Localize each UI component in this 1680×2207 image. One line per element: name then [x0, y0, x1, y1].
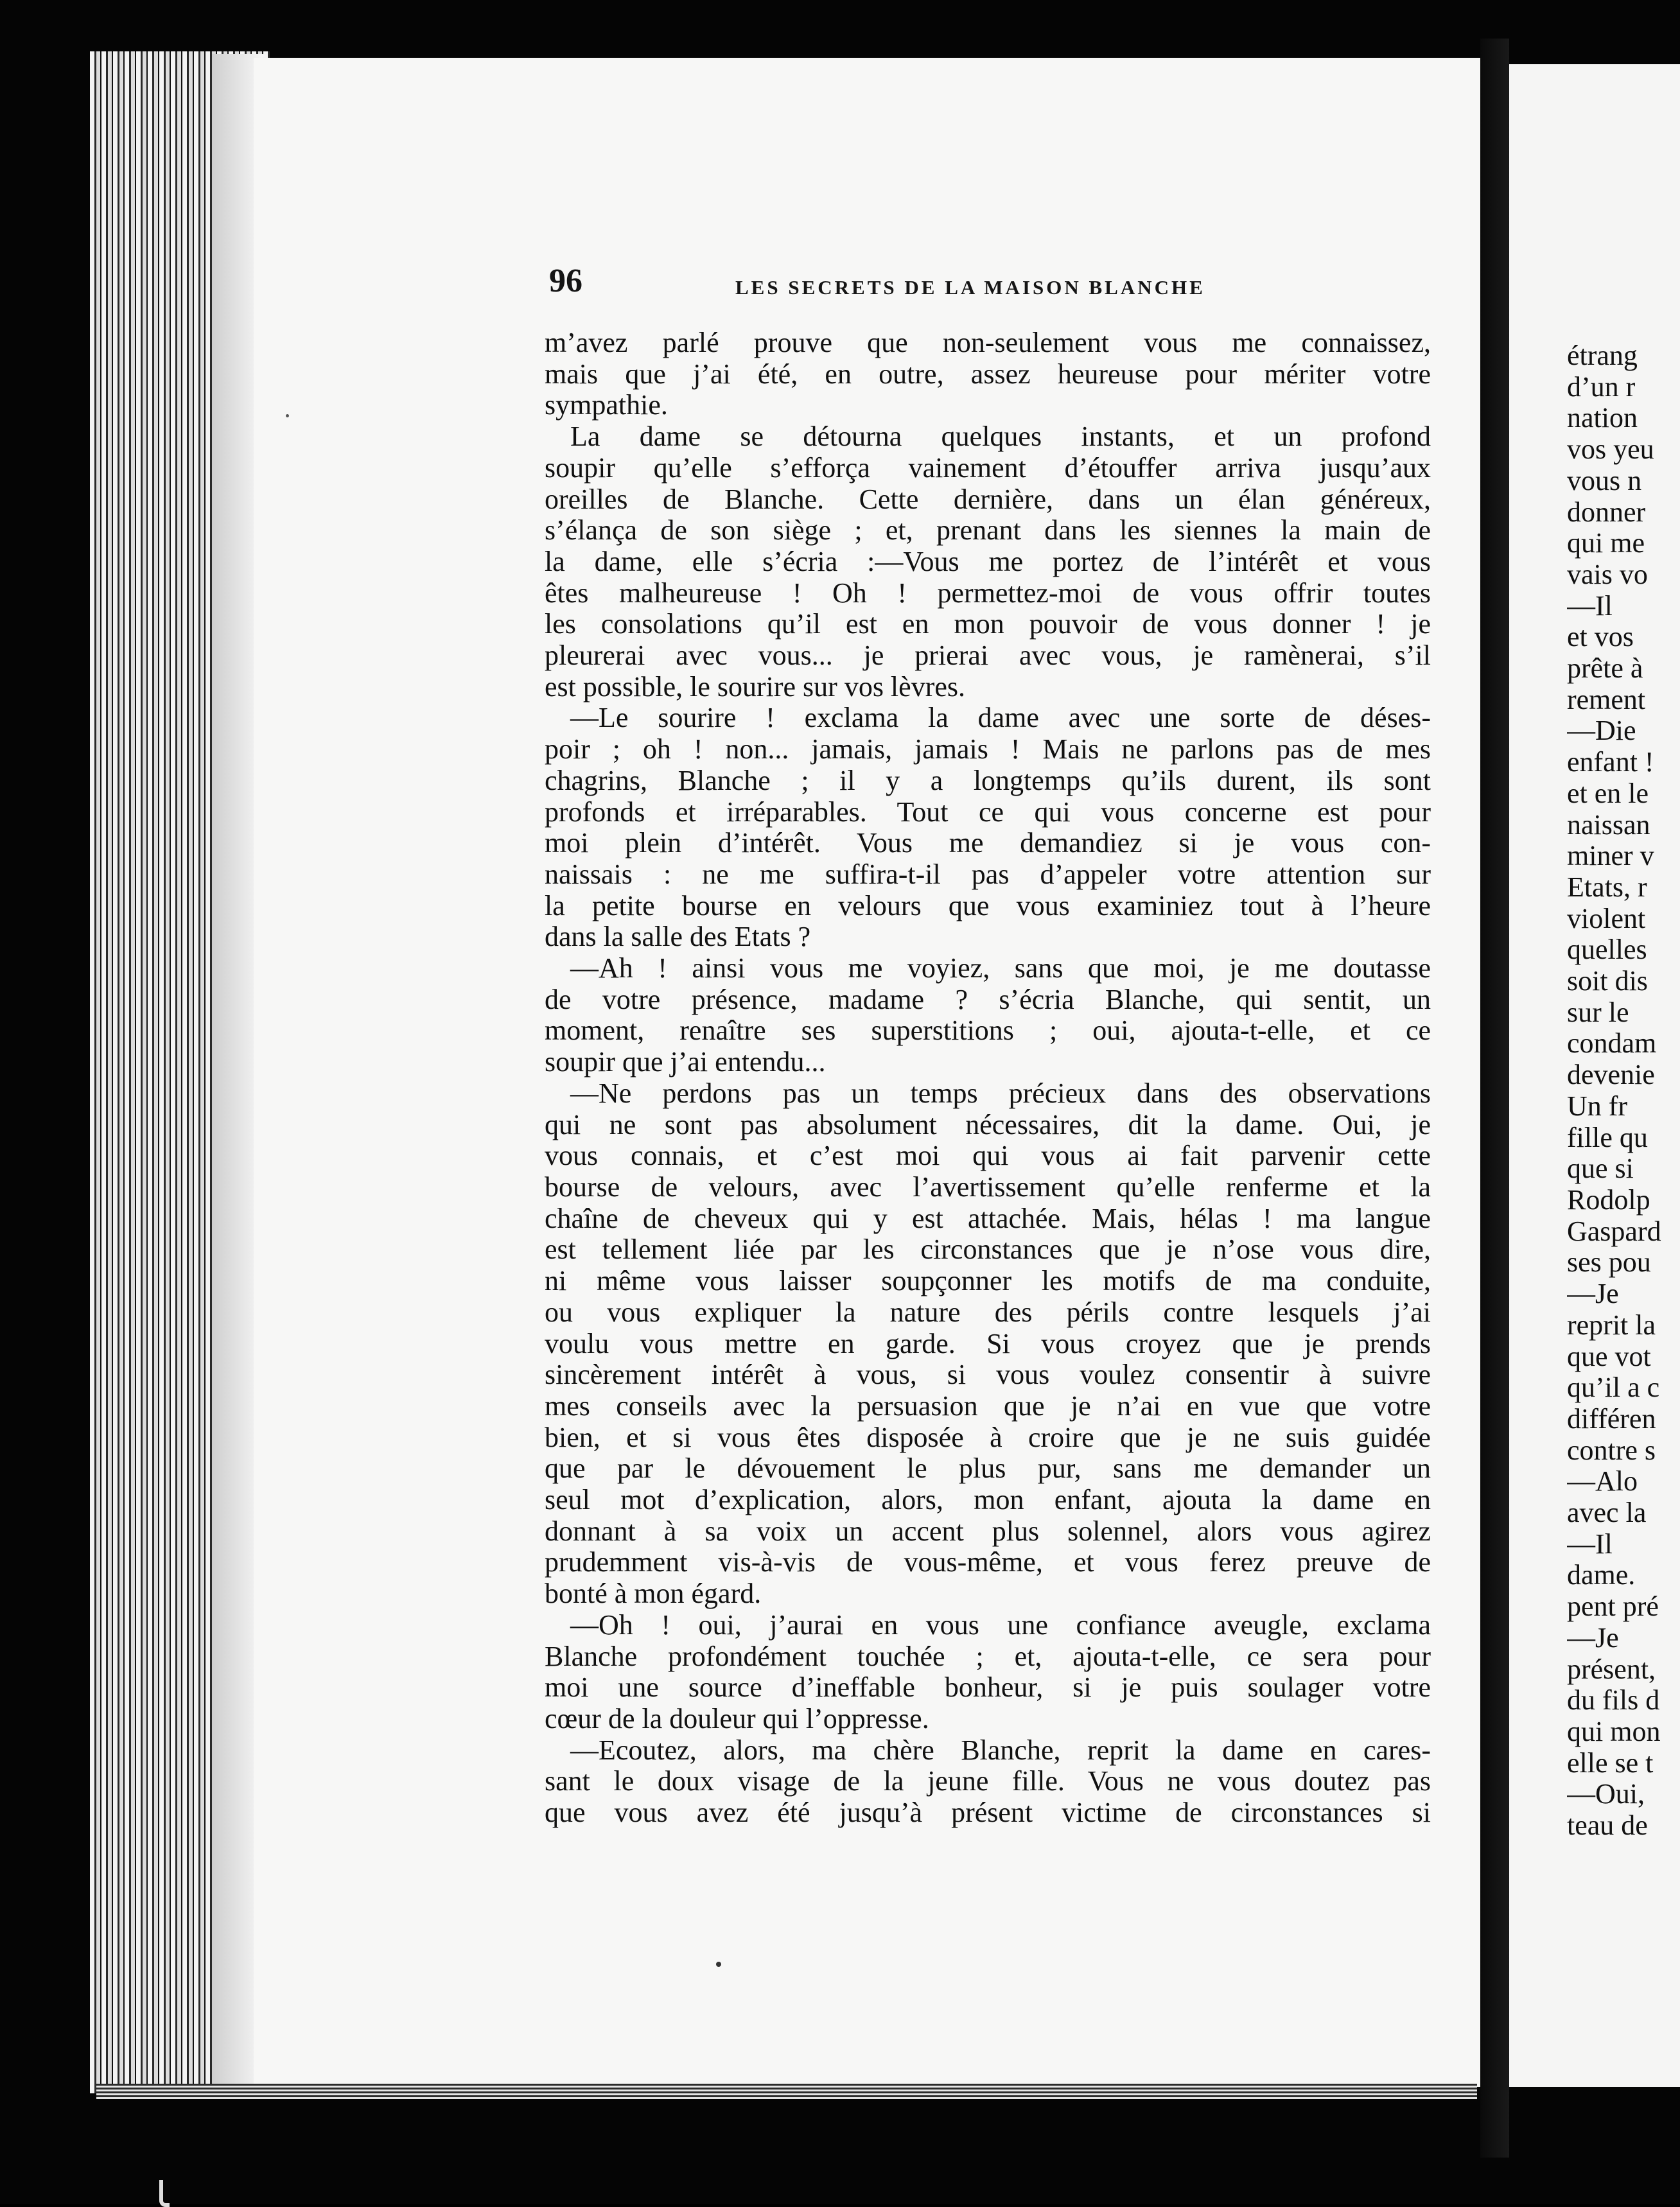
- text-line: donnant à sa voix un accent plus solennel, alors vous agirez: [545, 1515, 1431, 1547]
- text-line: soupir que j’ai entendu...: [545, 1047, 826, 1078]
- right-page-line: —Die: [1567, 715, 1636, 747]
- text-line: moi plein d’intérêt. Vous me demandiez si je vous con-: [545, 828, 1431, 859]
- text-line: m’avez parlé prouve que non-seulement vous me connaissez,: [545, 327, 1431, 358]
- text-line: —Oh ! oui, j’aurai en vous une confiance aveugle, exclama: [570, 1609, 1431, 1641]
- page-number: 96: [549, 263, 582, 299]
- text-line: de votre présence, madame ? s’écria Blanche, qui sentit, un: [545, 984, 1431, 1015]
- text-line: vous connais, et c’est moi qui vous ai fait parvenir cette: [545, 1140, 1431, 1172]
- right-page-line: qui mon: [1567, 1716, 1661, 1747]
- right-page-line: étrang: [1567, 340, 1638, 371]
- text-line: sant le doux visage de la jeune fille. Vous ne vous doutez pas: [545, 1766, 1431, 1797]
- text-line: bien, et si vous êtes disposée à croire que je ne suis guidée: [545, 1422, 1431, 1453]
- text-line: bonté à mon égard.: [545, 1578, 762, 1610]
- running-head: LES SECRETS DE LA MAISON BLANCHE: [735, 276, 1205, 299]
- text-line: pleurerai avec vous... je prierai avec vous, je ramènerai, s’il: [545, 640, 1431, 672]
- right-page-line: présent,: [1567, 1653, 1656, 1685]
- right-page-line: du fils d: [1567, 1685, 1660, 1716]
- text-line: bourse de velours, avec l’avertissement qu’elle renferme et la: [545, 1171, 1431, 1203]
- body-text: [545, 327, 1431, 1829]
- right-page-line: donner: [1567, 496, 1646, 528]
- right-page-line: Un fr: [1567, 1090, 1628, 1122]
- right-page-line: soit dis: [1567, 966, 1648, 997]
- scan-corner-mark: [159, 2180, 170, 2207]
- right-page-line: reprit la: [1567, 1309, 1656, 1341]
- text-line: dans la salle des Etats ?: [545, 921, 811, 953]
- page-bottom-edge: [96, 2084, 1477, 2099]
- right-page-line: contre s: [1567, 1435, 1656, 1466]
- right-page-line: —Je: [1567, 1278, 1619, 1310]
- right-page-line: qu’il a c: [1567, 1372, 1660, 1404]
- right-page-text-fragments: [1567, 340, 1680, 1842]
- text-line: seul mot d’explication, alors, mon enfant, ajouta la dame en: [545, 1485, 1431, 1516]
- right-page-line: Gaspard: [1567, 1216, 1661, 1247]
- right-page-line: que vot: [1567, 1341, 1651, 1372]
- right-page-line: sur le: [1567, 997, 1629, 1028]
- text-line: —Ne perdons pas un temps précieux dans des observations: [570, 1077, 1431, 1109]
- right-page-line: et en le: [1567, 778, 1649, 809]
- text-line: sympathie.: [545, 390, 668, 421]
- right-page-line: elle se t: [1567, 1747, 1654, 1779]
- text-line: La dame se détourna quelques instants, et un profond: [570, 421, 1431, 453]
- right-page-line: fille qu: [1567, 1122, 1648, 1153]
- right-page-line: qui me: [1567, 528, 1645, 559]
- text-line: ou vous expliquer la nature des périls contre lesquels j’ai: [545, 1296, 1431, 1328]
- right-page-line: teau de: [1567, 1810, 1648, 1842]
- right-page-line: vos yeu: [1567, 434, 1654, 466]
- text-line: chagrins, Blanche ; il y a longtemps qu’ils durent, ils sont: [545, 765, 1431, 796]
- right-page-line: Etats, r: [1567, 871, 1647, 903]
- right-page-line: ses pou: [1567, 1247, 1651, 1278]
- text-line: la petite bourse en velours que vous examiniez tout à l’heure: [545, 890, 1431, 921]
- right-page-line: —Il: [1567, 590, 1613, 622]
- text-line: les consolations qu’il est en mon pouvoir de vous donner ! je: [545, 609, 1431, 640]
- right-page-line: vais vo: [1567, 559, 1648, 590]
- right-page-line: miner v: [1567, 841, 1654, 872]
- text-line: la dame, elle s’écria :—Vous me portez de l’intérêt et vous: [545, 546, 1431, 577]
- text-line: est tellement liée par les circonstances que je n’ose vous dire,: [545, 1234, 1431, 1266]
- text-line: moi une source d’ineffable bonheur, si je puis soulager votre: [545, 1672, 1431, 1704]
- right-page-line: —Oui,: [1567, 1779, 1645, 1810]
- text-line: poir ; oh ! non... jamais, jamais ! Mais ne parlons pas de mes: [545, 734, 1431, 765]
- scan-speck: [716, 1962, 721, 1967]
- text-line: chaîne de cheveux qui y est attachée. Mais, hélas ! ma langue: [545, 1203, 1431, 1234]
- book-gutter: [1480, 39, 1509, 2158]
- text-line: mes conseils avec la persuasion que je n’ai en vue que votre: [545, 1390, 1431, 1422]
- text-line: ni même vous laisser soupçonner les motifs de ma conduite,: [545, 1266, 1431, 1297]
- right-page-line: condam: [1567, 1028, 1657, 1060]
- right-page-line: avec la: [1567, 1497, 1647, 1529]
- text-line: que par le dévouement le plus pur, sans me demander un: [545, 1453, 1431, 1485]
- right-page-line: vous n: [1567, 465, 1642, 496]
- right-page-line: enfant !: [1567, 747, 1654, 778]
- text-line: s’élança de son siège ; et, prenant dans les siennes la main de: [545, 515, 1431, 546]
- right-page-line: naissan: [1567, 809, 1650, 841]
- right-page-line: dame.: [1567, 1560, 1636, 1591]
- text-line: que vous avez été jusqu’à présent victime de circonstances si: [545, 1797, 1431, 1829]
- right-page-line: —Alo: [1567, 1466, 1638, 1497]
- right-page-line: différen: [1567, 1403, 1656, 1435]
- text-line: prudemment vis-à-vis de vous-même, et vous ferez preuve de: [545, 1547, 1431, 1578]
- text-line: cœur de la douleur qui l’oppresse.: [545, 1703, 929, 1734]
- text-line: —Le sourire ! exclama la dame avec une sorte de déses-: [570, 702, 1431, 734]
- text-line: mais que j’ai été, en outre, assez heureuse pour mériter votre: [545, 358, 1431, 390]
- scan-speck: [286, 414, 289, 417]
- right-page-line: nation: [1567, 403, 1638, 434]
- text-line: sincèrement intérêt à vous, si vous voulez consentir à suivre: [545, 1359, 1431, 1391]
- text-line: est possible, le sourire sur vos lèvres.: [545, 671, 965, 702]
- text-line: moment, renaître ses superstitions ; oui, ajouta-t-elle, et ce: [545, 1015, 1431, 1047]
- right-page-line: que si: [1567, 1153, 1634, 1185]
- text-line: —Ecoutez, alors, ma chère Blanche, reprit la dame en cares-: [570, 1734, 1431, 1766]
- text-line: Blanche profondément touchée ; et, ajouta-t-elle, ce sera pour: [545, 1641, 1431, 1672]
- right-page-line: —Il: [1567, 1528, 1613, 1560]
- right-page-line: d’un r: [1567, 371, 1636, 403]
- right-page-line: quelles: [1567, 934, 1647, 966]
- text-line: qui ne sont pas absolument nécessaires, dit la dame. Oui, je: [545, 1109, 1431, 1140]
- right-page-line: et vos: [1567, 622, 1634, 653]
- right-page-line: rement: [1567, 684, 1646, 715]
- right-page-line: pent pré: [1567, 1591, 1659, 1623]
- text-line: profonds et irréparables. Tout ce qui vous concerne est pour: [545, 796, 1431, 828]
- right-page-line: violent: [1567, 903, 1646, 934]
- text-line: naissais : ne me suffira-t-il pas d’appeler votre attention sur: [545, 859, 1431, 890]
- right-page-line: devenie: [1567, 1060, 1655, 1091]
- text-line: oreilles de Blanche. Cette dernière, dans un élan généreux,: [545, 484, 1431, 515]
- text-line: soupir qu’elle s’efforça vainement d’étouffer arriva jusqu’aux: [545, 452, 1431, 484]
- right-page-line: —Je: [1567, 1622, 1619, 1653]
- text-line: —Ah ! ainsi vous me voyiez, sans que moi, je me doutasse: [570, 953, 1431, 984]
- right-page-line: prête à: [1567, 653, 1643, 685]
- text-line: êtes malheureuse ! Oh ! permettez-moi de vous offrir toutes: [545, 577, 1431, 609]
- text-line: voulu vous mettre en garde. Si vous croyez que je prends: [545, 1328, 1431, 1359]
- right-page-line: Rodolp: [1567, 1184, 1650, 1216]
